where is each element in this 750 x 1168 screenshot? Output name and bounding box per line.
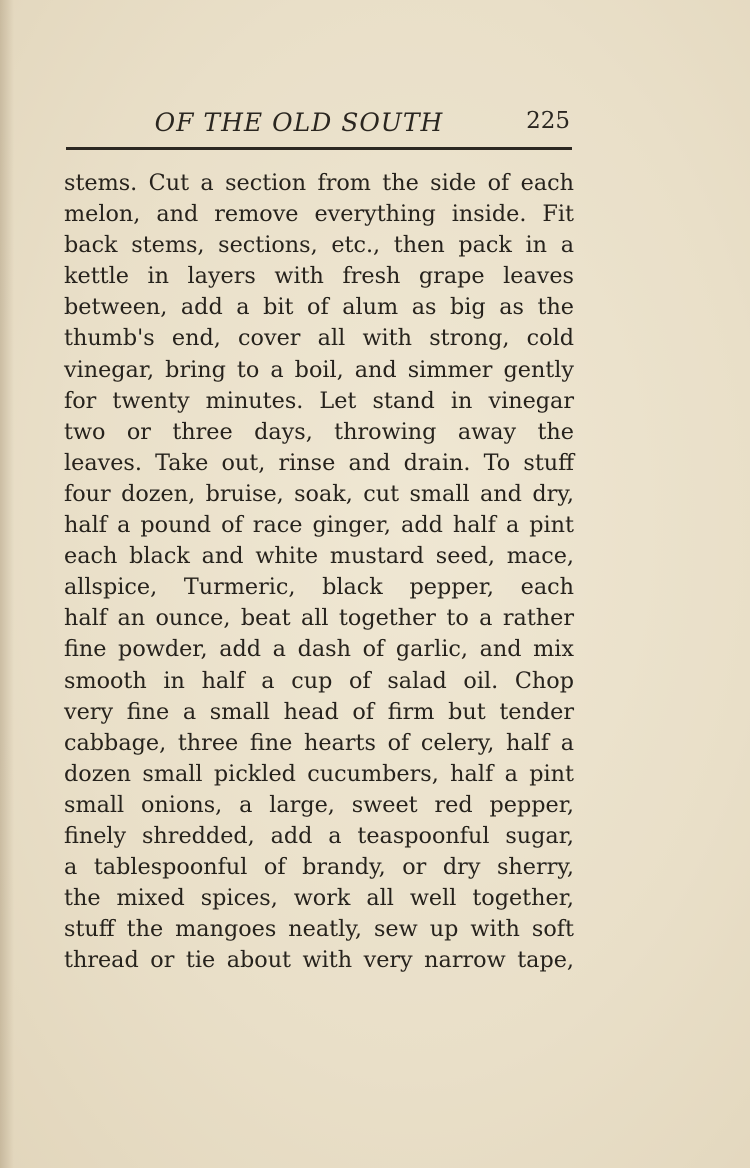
body-text [64, 168, 574, 976]
text-line: thread or tie about with very narrow tape, [64, 947, 574, 974]
text-line: fine powder, add a dash of garlic, and mix [64, 636, 574, 663]
text-line: stuff the mangoes neatly, sew up with soft [64, 916, 574, 943]
running-title: OF THE OLD SOUTH [154, 108, 444, 137]
page-header [64, 108, 574, 144]
text-line: two or three days, throwing away the [64, 418, 574, 445]
page-number: 225 [526, 108, 570, 134]
text-line: cabbage, three fine hearts of celery, half a [64, 729, 574, 756]
text-line: melon, and remove everything inside. Fit [64, 201, 574, 228]
text-line: stems. Cut a section from the side of each [64, 170, 574, 196]
text-line: allspice, Turmeric, black pepper, each [64, 574, 574, 601]
gutter-shadow [0, 0, 14, 1168]
text-line: small onions, a large, sweet red pepper, [64, 791, 574, 818]
text-line: leaves. Take out, rinse and drain. To stuff [64, 449, 574, 476]
text-line: smooth in half a cup of salad oil. Chop [64, 667, 574, 694]
text-line: the mixed spices, work all well together, [64, 885, 574, 912]
header-rule [66, 147, 572, 150]
text-line: half a pound of race ginger, add half a pint [64, 512, 574, 539]
text-line: four dozen, bruise, soak, cut small and dry, [64, 480, 574, 507]
text-line: for twenty minutes. Let stand in vinegar [64, 387, 574, 414]
text-line: a tablespoonful of brandy, or dry sherry, [64, 854, 574, 881]
text-line: half an ounce, beat all together to a rather [64, 605, 574, 632]
text-line: finely shredded, add a teaspoonful sugar, [64, 822, 574, 849]
text-line: very fine a small head of firm but tender [64, 698, 574, 725]
text-line: between, add a bit of alum as big as the [64, 294, 574, 321]
text-line: vinegar, bring to a boil, and simmer gently [64, 356, 574, 383]
text-line: thumb's end, cover all with strong, cold [64, 325, 574, 352]
text-line: kettle in layers with fresh grape leaves [64, 263, 574, 290]
text-line: dozen small pickled cucumbers, half a pint [64, 760, 574, 787]
text-line: back stems, sections, etc., then pack in a [64, 232, 574, 259]
text-line: each black and white mustard seed, mace, [64, 543, 574, 570]
